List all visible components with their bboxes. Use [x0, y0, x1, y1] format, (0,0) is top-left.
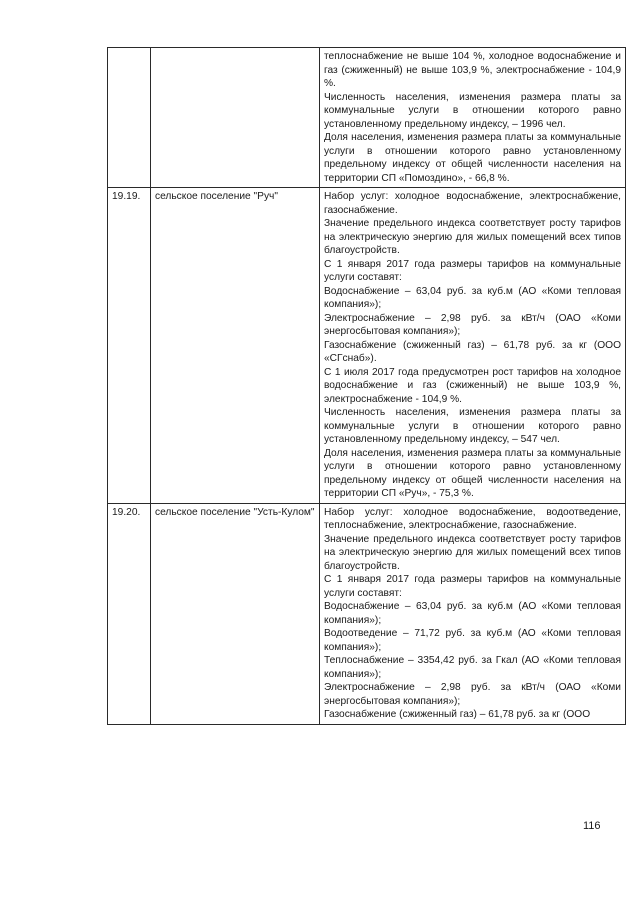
description-paragraph: Доля населения, изменения размера платы за коммунальные услуги в отношении которого равно установленному предельному индексу от общей численности населения на территории СП «Помоздино», - 66,8 %. — [324, 132, 621, 184]
description-paragraph: Газоснабжение (сжиженный газ) – 61,78 руб. за кг (ООО — [324, 709, 591, 720]
description-paragraph: С 1 июля 2017 года предусмотрен рост тарифов на холодное водоснабжение и газ (сжиженный) не выше 103,9 %, электроснабжение - 104,9 %. — [324, 366, 621, 405]
description-paragraph: Электроснабжение – 2,98 руб. за кВт/ч (ОАО «Коми энергосбытовая компания»); — [324, 682, 621, 707]
description-paragraph: теплоснабжение не выше 104 %, холодное водоснабжение и газ (сжиженный) не выше 103,9 %, электроснабжение - 104,9 %. — [324, 51, 621, 89]
description-paragraph: Газоснабжение (сжиженный газ) – 61,78 руб. за кг (ООО «СГснаб»). — [324, 339, 621, 364]
description-paragraph: Численность населения, изменения размера платы за коммунальные услуги в отношении которого равно установленному предельному индексу, – 547 чел. — [324, 407, 621, 445]
row-number — [108, 48, 151, 188]
tariff-description — [320, 48, 626, 188]
description-paragraph: Набор услуг: холодное водоснабжение, электроснабжение, газоснабжение. — [324, 191, 621, 216]
table-row — [108, 48, 626, 188]
row-number: 19.19. — [108, 188, 151, 504]
row-number: 19.20. — [108, 503, 151, 724]
description-paragraph: Численность населения, изменения размера платы за коммунальные услуги в отношении которого равно установленному предельному индексу, – 1996 чел. — [324, 91, 621, 130]
description-paragraph: Значение предельного индекса соответствует росту тарифов на электрическую энергию для жилых помещений всех типов благоустройств. — [324, 218, 621, 256]
description-paragraph: Набор услуг: холодное водоснабжение, водоотведение, теплоснабжение, электроснабжение, газоснабжение. — [324, 506, 621, 531]
description-paragraph: Электроснабжение – 2,98 руб. за кВт/ч (ОАО «Коми энергосбытовая компания»); — [324, 312, 621, 337]
settlement-name: сельское поселение "Руч" — [151, 188, 320, 504]
tariff-table — [107, 47, 626, 725]
table-row — [108, 188, 626, 504]
settlement-name: сельское поселение "Усть-Кулом" — [151, 503, 320, 724]
description-paragraph: Доля населения, изменения размера платы за коммунальные услуги в отношении которого равно установленному предельному индексу от общей численности населения на территории СП «Руч», - 75,3 %. — [324, 447, 621, 499]
description-paragraph: С 1 января 2017 года размеры тарифов на коммунальные услуги составят: — [324, 574, 621, 599]
description-paragraph: Водоснабжение – 63,04 руб. за куб.м (АО «Коми тепловая компания»); — [324, 285, 621, 310]
description-paragraph: Водоотведение – 71,72 руб. за куб.м (АО «Коми тепловая компания»); — [324, 628, 621, 653]
table-row — [108, 503, 626, 724]
page-number: 116 — [583, 820, 601, 832]
description-paragraph: С 1 января 2017 года размеры тарифов на коммунальные услуги составят: — [324, 258, 621, 283]
description-paragraph: Значение предельного индекса соответствует росту тарифов на электрическую энергию для жилых помещений всех типов благоустройств. — [324, 533, 621, 572]
tariff-description — [320, 188, 626, 504]
settlement-name — [151, 48, 320, 188]
description-paragraph: Водоснабжение – 63,04 руб. за куб.м (АО «Коми тепловая компания»); — [324, 601, 621, 626]
description-paragraph: Теплоснабжение – 3354,42 руб. за Гкал (АО «Коми тепловая компания»); — [324, 655, 621, 680]
tariff-description — [320, 503, 626, 724]
